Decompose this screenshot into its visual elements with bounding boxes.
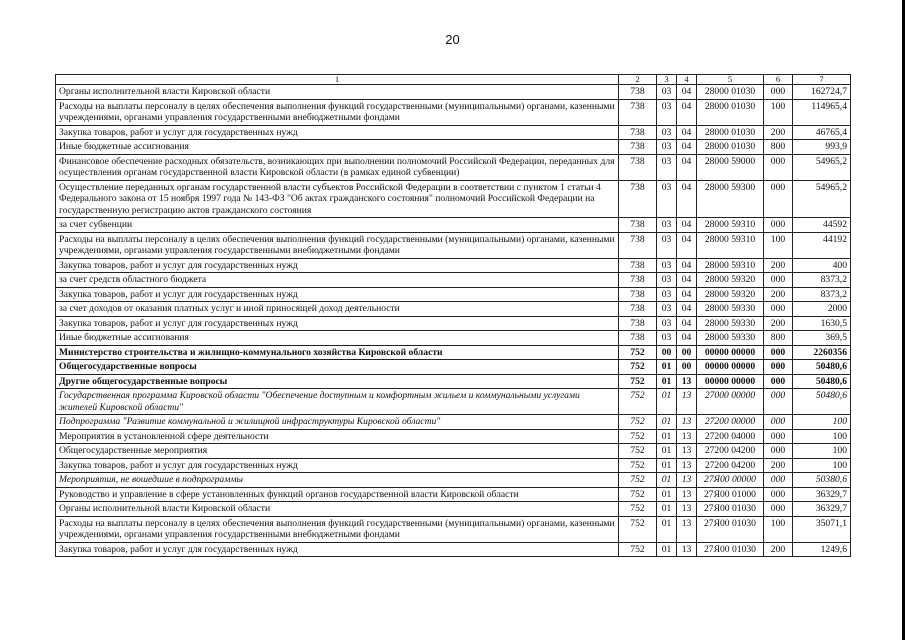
target-article-cell: 28000 59000 [697, 154, 764, 180]
target-article-cell: 27000 00000 [697, 389, 764, 415]
subsection-code-cell: 13 [677, 473, 697, 488]
item-name-cell: Закупка товаров, работ и услуг для государственных нужд [56, 458, 619, 473]
table-row [56, 218, 851, 233]
item-name-cell: Общегосударственные мероприятия [56, 444, 619, 459]
ministry-code-cell: 738 [619, 180, 657, 218]
expense-type-cell: 000 [764, 360, 793, 375]
ministry-code-cell: 738 [619, 125, 657, 140]
item-name-cell: Иные бюджетные ассигнования [56, 331, 619, 346]
section-code-cell: 03 [657, 331, 677, 346]
item-name-cell: Закупка товаров, работ и услуг для государственных нужд [56, 125, 619, 140]
expense-type-cell: 000 [764, 473, 793, 488]
amount-cell: 50380,6 [793, 473, 851, 488]
subsection-code-cell: 04 [677, 125, 697, 140]
section-code-cell: 03 [657, 99, 677, 125]
ministry-code-cell: 738 [619, 140, 657, 155]
table-row [56, 154, 851, 180]
amount-cell: 8373,2 [793, 273, 851, 288]
section-code-cell: 01 [657, 502, 677, 517]
section-code-cell: 03 [657, 232, 677, 258]
item-name-cell: Закупка товаров, работ и услуг для государственных нужд [56, 287, 619, 302]
expense-type-cell: 100 [764, 99, 793, 125]
subsection-code-cell: 13 [677, 374, 697, 389]
ministry-code-cell: 752 [619, 374, 657, 389]
section-code-cell: 01 [657, 360, 677, 375]
target-article-cell: 27Я00 00000 [697, 473, 764, 488]
expense-type-cell: 000 [764, 415, 793, 430]
column-header: 2 [619, 75, 657, 85]
table-row [56, 345, 851, 360]
item-name-cell: Закупка товаров, работ и услуг для государственных нужд [56, 542, 619, 557]
table-row [56, 487, 851, 502]
amount-cell: 100 [793, 429, 851, 444]
table-row [56, 542, 851, 557]
column-header: 4 [677, 75, 697, 85]
ministry-code-cell: 738 [619, 232, 657, 258]
table-row [56, 444, 851, 459]
subsection-code-cell: 04 [677, 99, 697, 125]
target-article-cell: 28000 59330 [697, 331, 764, 346]
ministry-code-cell: 752 [619, 473, 657, 488]
expense-type-cell: 000 [764, 487, 793, 502]
ministry-code-cell: 738 [619, 154, 657, 180]
item-name-cell: Осуществление переданных органам государственной власти субъектов Российской Федерации в соответствии с пунктом 1 статьи 4 Федерального закона от 15 ноября 1997 года № 143-ФЗ "Об актах гражданского состояния" полномочий Российской Федерации на государственную регистрацию актов гражданского состояния [56, 180, 619, 218]
subsection-code-cell: 04 [677, 218, 697, 233]
subsection-code-cell: 13 [677, 516, 697, 542]
subsection-code-cell: 04 [677, 302, 697, 317]
ministry-code-cell: 738 [619, 316, 657, 331]
amount-cell: 44592 [793, 218, 851, 233]
table-row [56, 99, 851, 125]
section-code-cell: 03 [657, 180, 677, 218]
ministry-code-cell: 752 [619, 542, 657, 557]
item-name-cell: Мероприятия, не вошедшие в подпрограммы [56, 473, 619, 488]
ministry-code-cell: 752 [619, 458, 657, 473]
section-code-cell: 03 [657, 140, 677, 155]
target-article-cell: 28000 01030 [697, 125, 764, 140]
ministry-code-cell: 752 [619, 389, 657, 415]
amount-cell: 993,9 [793, 140, 851, 155]
subsection-code-cell: 04 [677, 316, 697, 331]
item-name-cell: Другие общегосударственные вопросы [56, 374, 619, 389]
amount-cell: 50480,6 [793, 360, 851, 375]
amount-cell: 8373,2 [793, 287, 851, 302]
table-row [56, 302, 851, 317]
subsection-code-cell: 00 [677, 345, 697, 360]
amount-cell: 1630,5 [793, 316, 851, 331]
item-name-cell: Мероприятия в установленной сфере деятельности [56, 429, 619, 444]
section-code-cell: 01 [657, 542, 677, 557]
subsection-code-cell: 13 [677, 415, 697, 430]
section-code-cell: 01 [657, 415, 677, 430]
section-code-cell: 03 [657, 218, 677, 233]
amount-cell: 54965,2 [793, 180, 851, 218]
item-name-cell: Государственная программа Кировской области "Обеспечение доступным и комфортным жильем и коммунальными услугами жителей Кировской области" [56, 389, 619, 415]
table-row [56, 273, 851, 288]
table-row [56, 473, 851, 488]
expense-type-cell: 800 [764, 331, 793, 346]
target-article-cell: 27Я00 01000 [697, 487, 764, 502]
amount-cell: 100 [793, 458, 851, 473]
expense-type-cell: 000 [764, 345, 793, 360]
table-row [56, 360, 851, 375]
section-code-cell: 03 [657, 258, 677, 273]
table-row [56, 389, 851, 415]
target-article-cell: 28000 01030 [697, 85, 764, 100]
table-row [56, 502, 851, 517]
expense-type-cell: 200 [764, 458, 793, 473]
table-row [56, 258, 851, 273]
amount-cell: 36329,7 [793, 502, 851, 517]
budget-table [55, 74, 851, 557]
section-code-cell: 03 [657, 316, 677, 331]
amount-cell: 35071,1 [793, 516, 851, 542]
expense-type-cell: 000 [764, 444, 793, 459]
expense-type-cell: 000 [764, 502, 793, 517]
subsection-code-cell: 13 [677, 542, 697, 557]
item-name-cell: Финансовое обеспечение расходных обязательств, возникающих при выполнении полномочий Российской Федерации, переданных для осуществления органам государственной власти Кировской области (в рамках единой субвенции) [56, 154, 619, 180]
item-name-cell: за счет доходов от оказания платных услуг и иной приносящей доход деятельности [56, 302, 619, 317]
subsection-code-cell: 04 [677, 85, 697, 100]
table-row [56, 429, 851, 444]
subsection-code-cell: 04 [677, 232, 697, 258]
ministry-code-cell: 752 [619, 502, 657, 517]
section-code-cell: 03 [657, 273, 677, 288]
item-name-cell: Министерство строительства и жилищно-коммунального хозяйства Кировской области [56, 345, 619, 360]
expense-type-cell: 100 [764, 516, 793, 542]
ministry-code-cell: 738 [619, 99, 657, 125]
item-name-cell: Подпрограмма "Развитие коммунальной и жилищной инфраструктуры Кировской области" [56, 415, 619, 430]
amount-cell: 54965,2 [793, 154, 851, 180]
subsection-code-cell: 04 [677, 154, 697, 180]
expense-type-cell: 000 [764, 218, 793, 233]
section-code-cell: 01 [657, 516, 677, 542]
amount-cell: 2260356 [793, 345, 851, 360]
target-article-cell: 27Я00 01030 [697, 502, 764, 517]
expense-type-cell: 000 [764, 389, 793, 415]
target-article-cell: 00000 00000 [697, 374, 764, 389]
section-code-cell: 01 [657, 473, 677, 488]
expense-type-cell: 000 [764, 429, 793, 444]
item-name-cell: за счет средств областного бюджета [56, 273, 619, 288]
target-article-cell: 28000 59330 [697, 316, 764, 331]
amount-cell: 1249,6 [793, 542, 851, 557]
table-row [56, 316, 851, 331]
target-article-cell: 28000 59310 [697, 232, 764, 258]
target-article-cell: 28000 59300 [697, 180, 764, 218]
section-code-cell: 01 [657, 487, 677, 502]
subsection-code-cell: 13 [677, 487, 697, 502]
ministry-code-cell: 738 [619, 218, 657, 233]
subsection-code-cell: 04 [677, 140, 697, 155]
ministry-code-cell: 752 [619, 516, 657, 542]
subsection-code-cell: 04 [677, 287, 697, 302]
amount-cell: 36329,7 [793, 487, 851, 502]
item-name-cell: за счет субвенции [56, 218, 619, 233]
column-header: 5 [697, 75, 764, 85]
amount-cell: 2000 [793, 302, 851, 317]
ministry-code-cell: 752 [619, 415, 657, 430]
target-article-cell: 28000 59320 [697, 287, 764, 302]
item-name-cell: Органы исполнительной власти Кировской области [56, 85, 619, 100]
amount-cell: 44192 [793, 232, 851, 258]
subsection-code-cell: 13 [677, 389, 697, 415]
section-code-cell: 03 [657, 125, 677, 140]
amount-cell: 100 [793, 415, 851, 430]
table-row [56, 458, 851, 473]
subsection-code-cell: 04 [677, 273, 697, 288]
subsection-code-cell: 13 [677, 444, 697, 459]
expense-type-cell: 000 [764, 302, 793, 317]
target-article-cell: 28000 59310 [697, 258, 764, 273]
target-article-cell: 27200 04200 [697, 458, 764, 473]
page-number: 20 [445, 32, 460, 47]
ministry-code-cell: 738 [619, 85, 657, 100]
item-name-cell: Расходы на выплаты персоналу в целях обеспечения выполнения функций государственными (муниципальными) органами, казенными учреждениями, органами управления государственными внебюджетными фондами [56, 232, 619, 258]
amount-cell: 46765,4 [793, 125, 851, 140]
target-article-cell: 28000 59310 [697, 218, 764, 233]
ministry-code-cell: 738 [619, 273, 657, 288]
table-row [56, 331, 851, 346]
item-name-cell: Иные бюджетные ассигнования [56, 140, 619, 155]
column-header: 1 [56, 75, 619, 85]
expense-type-cell: 800 [764, 140, 793, 155]
subsection-code-cell: 13 [677, 502, 697, 517]
target-article-cell: 00000 00000 [697, 360, 764, 375]
section-code-cell: 00 [657, 345, 677, 360]
target-article-cell: 27200 04000 [697, 429, 764, 444]
expense-type-cell: 200 [764, 258, 793, 273]
amount-cell: 162724,7 [793, 85, 851, 100]
expense-type-cell: 100 [764, 232, 793, 258]
expense-type-cell: 000 [764, 374, 793, 389]
section-code-cell: 03 [657, 302, 677, 317]
ministry-code-cell: 738 [619, 258, 657, 273]
expense-type-cell: 000 [764, 154, 793, 180]
section-code-cell: 01 [657, 374, 677, 389]
table-row [56, 287, 851, 302]
target-article-cell: 00000 00000 [697, 345, 764, 360]
ministry-code-cell: 752 [619, 487, 657, 502]
item-name-cell: Руководство и управление в сфере установленных функций органов государственной власти Кировской области [56, 487, 619, 502]
column-header: 3 [657, 75, 677, 85]
ministry-code-cell: 752 [619, 444, 657, 459]
target-article-cell: 27200 04200 [697, 444, 764, 459]
expense-type-cell: 000 [764, 273, 793, 288]
target-article-cell: 27Я00 01030 [697, 542, 764, 557]
target-article-cell: 28000 59330 [697, 302, 764, 317]
ministry-code-cell: 738 [619, 287, 657, 302]
subsection-code-cell: 13 [677, 458, 697, 473]
item-name-cell: Расходы на выплаты персоналу в целях обеспечения выполнения функций государственными (муниципальными) органами, казенными учреждениями, органами управления государственными внебюджетными фондами [56, 516, 619, 542]
table-row [56, 374, 851, 389]
amount-cell: 369,5 [793, 331, 851, 346]
section-code-cell: 03 [657, 287, 677, 302]
expense-type-cell: 000 [764, 85, 793, 100]
subsection-code-cell: 13 [677, 429, 697, 444]
table-row [56, 180, 851, 218]
column-header: 7 [793, 75, 851, 85]
amount-cell: 114965,4 [793, 99, 851, 125]
table-row [56, 232, 851, 258]
ministry-code-cell: 752 [619, 345, 657, 360]
expense-type-cell: 200 [764, 542, 793, 557]
expense-type-cell: 200 [764, 316, 793, 331]
table-row [56, 140, 851, 155]
item-name-cell: Закупка товаров, работ и услуг для государственных нужд [56, 258, 619, 273]
item-name-cell: Органы исполнительной власти Кировской области [56, 502, 619, 517]
table-row [56, 415, 851, 430]
table-row [56, 125, 851, 140]
column-header: 6 [764, 75, 793, 85]
target-article-cell: 27Я00 01030 [697, 516, 764, 542]
section-code-cell: 01 [657, 444, 677, 459]
amount-cell: 50480,6 [793, 374, 851, 389]
ministry-code-cell: 752 [619, 360, 657, 375]
item-name-cell: Расходы на выплаты персоналу в целях обеспечения выполнения функций государственными (муниципальными) органами, казенными учреждениями, органами управления государственными внебюджетными фондами [56, 99, 619, 125]
amount-cell: 50480,6 [793, 389, 851, 415]
subsection-code-cell: 04 [677, 258, 697, 273]
target-article-cell: 28000 01030 [697, 99, 764, 125]
target-article-cell: 28000 59320 [697, 273, 764, 288]
target-article-cell: 28000 01030 [697, 140, 764, 155]
item-name-cell: Закупка товаров, работ и услуг для государственных нужд [56, 316, 619, 331]
section-code-cell: 01 [657, 458, 677, 473]
item-name-cell: Общегосударственные вопросы [56, 360, 619, 375]
section-code-cell: 03 [657, 85, 677, 100]
section-code-cell: 03 [657, 154, 677, 180]
subsection-code-cell: 00 [677, 360, 697, 375]
subsection-code-cell: 04 [677, 331, 697, 346]
ministry-code-cell: 738 [619, 302, 657, 317]
section-code-cell: 01 [657, 389, 677, 415]
ministry-code-cell: 738 [619, 331, 657, 346]
target-article-cell: 27200 00000 [697, 415, 764, 430]
section-code-cell: 01 [657, 429, 677, 444]
table-row [56, 85, 851, 100]
column-number-row [56, 75, 851, 85]
expense-type-cell: 000 [764, 180, 793, 218]
expense-type-cell: 200 [764, 287, 793, 302]
subsection-code-cell: 04 [677, 180, 697, 218]
expense-type-cell: 200 [764, 125, 793, 140]
table-row [56, 516, 851, 542]
amount-cell: 100 [793, 444, 851, 459]
amount-cell: 400 [793, 258, 851, 273]
ministry-code-cell: 752 [619, 429, 657, 444]
